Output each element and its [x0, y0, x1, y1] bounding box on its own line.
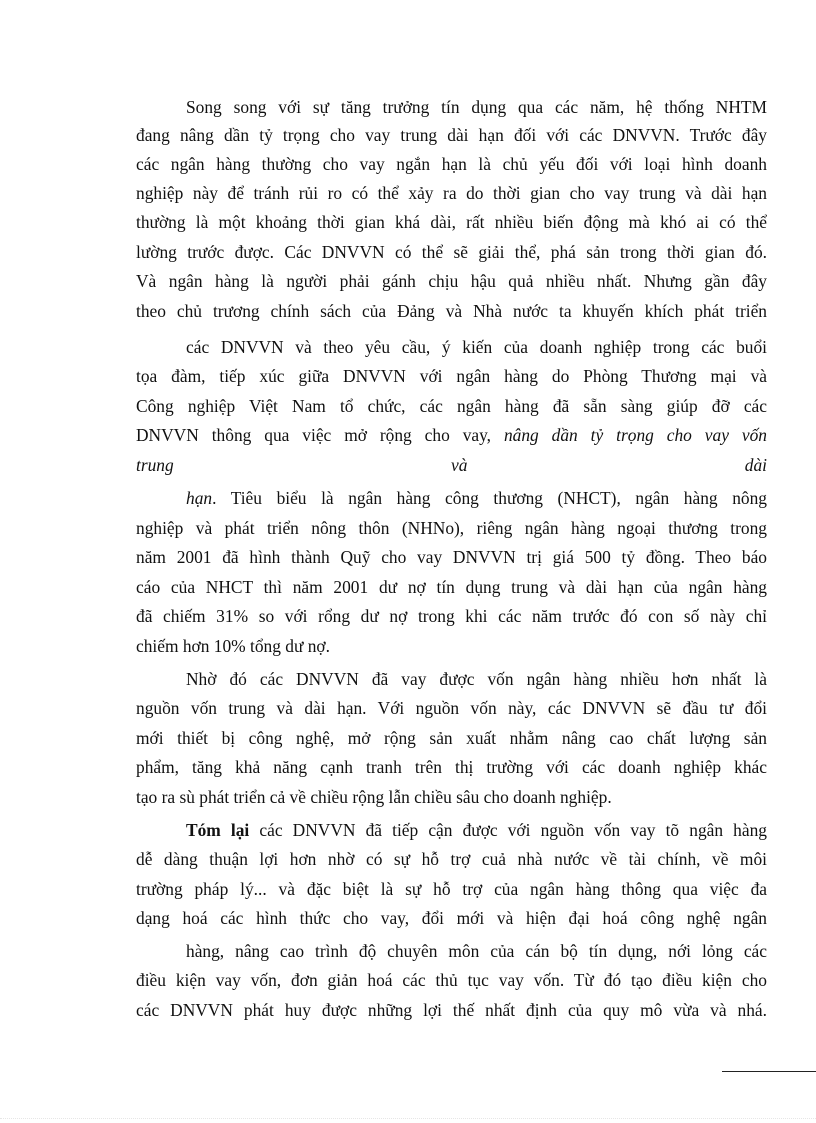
paragraph-line: nghiệp và phát triển nông thôn (NHNo), riêng ngân hàng ngoại thương trong	[136, 518, 767, 538]
paragraph-line: các DNVVN và theo yêu cầu, ý kiến của doanh nghiệp trong các buổi	[186, 337, 767, 357]
italic-text: nâng dần tỷ trọng cho vay vốn	[503, 425, 767, 445]
page-bottom-edge	[0, 1118, 816, 1119]
paragraph-text: . Tiêu biểu là ngân hàng công thương (NHCT), ngân hàng nông	[212, 488, 767, 508]
paragraph-line: chiếm hơn 10% tổng dư nợ.	[136, 636, 330, 656]
paragraph-line: thường là một khoảng thời gian khá dài, rất nhiều biến động mà khó ai có thể	[136, 212, 767, 232]
paragraph-line	[136, 424, 767, 446]
paragraph-line: lường trước được. Các DNVVN có thể sẽ giải thể, phá sản trong thời gian đó.	[136, 242, 767, 262]
paragraph-line: dạng hoá các hình thức cho vay, đổi mới và hiện đại hoá công nghệ ngân	[136, 908, 767, 928]
paragraph-line: Và ngân hàng là người phải gánh chịu hậu quả nhiều nhất. Nhưng gần đây	[136, 271, 767, 291]
italic-word: dài	[744, 455, 767, 475]
paragraph-line: mới thiết bị công nghệ, mở rộng sản xuất nhằm nâng cao chất lượng sản	[136, 728, 767, 748]
italic-word: và	[451, 455, 468, 475]
paragraph-line: các DNVVN phát huy được những lợi thế nhất định của quy mô vừa và nhá.	[136, 1000, 767, 1020]
paragraph-line: cáo của NHCT thì năm 2001 dư nợ tín dụng trung và dài hạn của ngân hàng	[136, 577, 767, 597]
paragraph-line: tọa đàm, tiếp xúc giữa DNVVN với ngân hàng do Phòng Thương mại và	[136, 366, 767, 386]
italic-text: hạn	[186, 488, 213, 508]
paragraph-line: đã chiếm 31% so với rổng dư nợ trong khi các năm trước đó con số này chỉ	[136, 606, 767, 626]
paragraph-line: phẩm, tăng khả năng cạnh tranh trên thị trường với các doanh nghiệp khác	[136, 757, 767, 777]
paragraph-line	[136, 454, 767, 476]
paragraph-line: Công nghiệp Việt Nam tổ chức, các ngân hàng đã sẵn sàng giúp đỡ các	[136, 396, 767, 416]
paragraph-line: dễ dàng thuận lợi hơn nhờ có sự hỗ trợ cuả nhà nước về tài chính, về môi	[136, 849, 767, 869]
paragraph-line: năm 2001 đã hình thành Quỹ cho vay DNVVN trị giá 500 tỷ đồng. Theo báo	[136, 547, 767, 567]
paragraph-line: Song song với sự tăng trưởng tín dụng qua các năm, hệ thống NHTM	[186, 97, 767, 117]
paragraph-text: DNVVN thông qua việc mở rộng cho vay,	[136, 425, 504, 445]
footer-rule	[722, 1071, 816, 1072]
paragraph-line: trường pháp lý... và đặc biệt là sự hỗ trợ của ngân hàng thông qua việc đa	[136, 879, 767, 899]
paragraph-line: Nhờ đó các DNVVN đã vay được vốn ngân hàng nhiều hơn nhất là	[186, 669, 767, 689]
paragraph-line: theo chủ trương chính sách của Đảng và Nhà nước ta khuyến khích phát triển	[136, 301, 767, 321]
paragraph-line: nguồn vốn trung và dài hạn. Với nguồn vốn này, các DNVVN sẽ đầu tư đổi	[136, 698, 767, 718]
paragraph-line	[186, 487, 767, 509]
paragraph-line: các ngân hàng thường cho vay ngắn hạn là chủ yếu đối với loại hình doanh	[136, 154, 767, 174]
paragraph-text: các DNVVN đã tiếp cận được với nguồn vốn vay tõ ngân hàng	[249, 820, 767, 840]
paragraph-line: đang nâng dần tỷ trọng cho vay trung dài hạn đối với các DNVVN. Trước đây	[136, 125, 767, 145]
bold-lead-text: Tóm lại	[186, 820, 250, 840]
italic-word: trung	[136, 455, 174, 475]
paragraph-line: tạo ra sù phát triển cả về chiều rộng lẫn chiều sâu cho doanh nghiệp.	[136, 787, 612, 807]
paragraph-line	[186, 819, 767, 841]
paragraph-line: hàng, nâng cao trình độ chuyên môn của cán bộ tín dụng, nới lỏng các	[186, 941, 767, 961]
paragraph-line: điều kiện vay vốn, đơn giản hoá các thủ tục vay vốn. Từ đó tạo điều kiện cho	[136, 970, 767, 990]
paragraph-line: nghiệp này để tránh rủi ro có thể xảy ra do thời gian cho vay trung và dài hạn	[136, 183, 767, 203]
